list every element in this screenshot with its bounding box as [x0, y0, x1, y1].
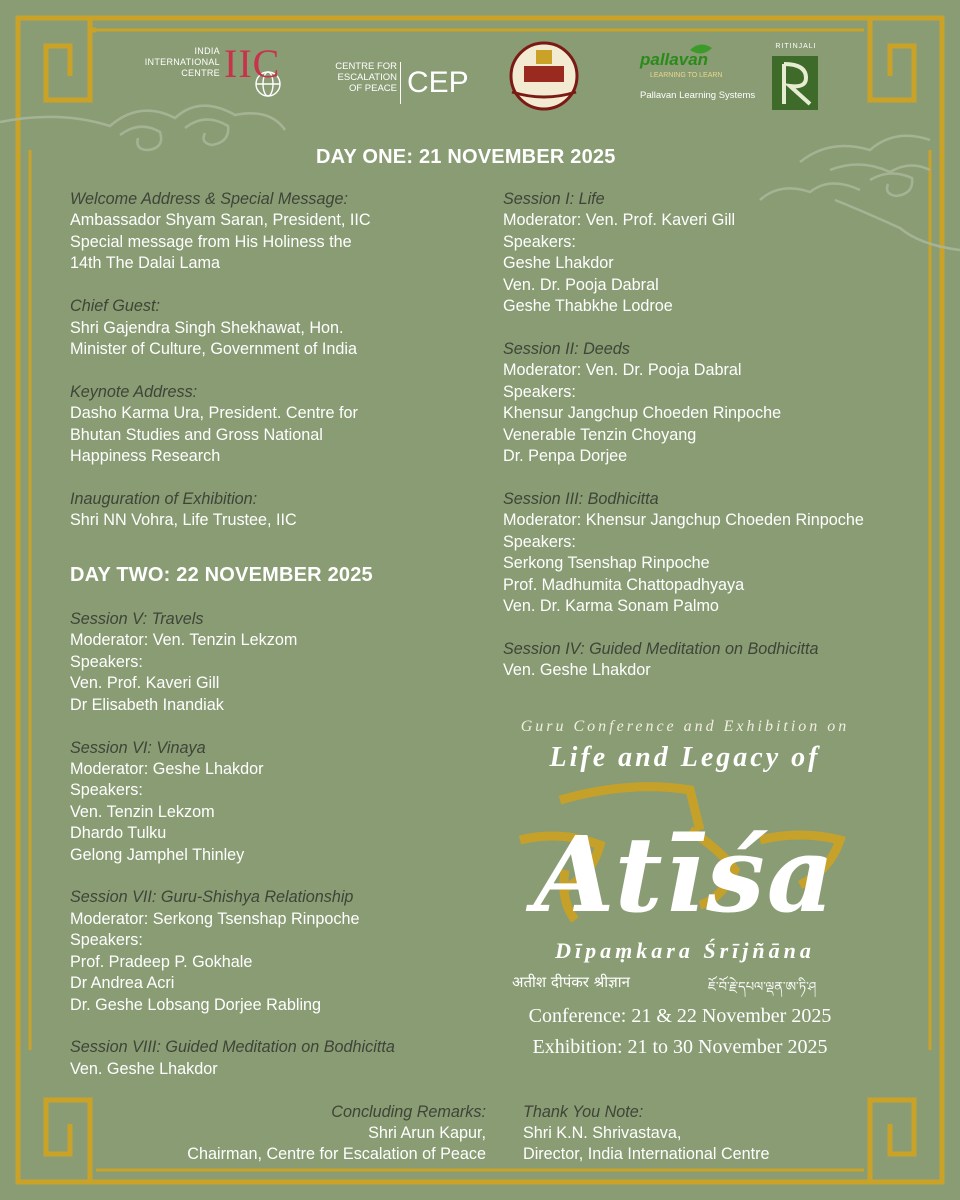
program-item — [503, 639, 923, 682]
item-title: Session IV: Guided Meditation on Bodhicitta — [503, 639, 819, 658]
item-line: Khensur Jangchup Choeden Rinpoche — [503, 404, 782, 423]
program-item — [70, 189, 490, 275]
footer-line: Shri Arun Kapur, — [368, 1124, 486, 1142]
item-line: Moderator: Ven. Prof. Kaveri Gill — [503, 211, 736, 230]
footer-title: Concluding Remarks: — [331, 1103, 486, 1121]
cep-logo-text: CENTRE FOR ESCALATION OF PEACE — [335, 61, 397, 94]
program-item — [70, 489, 490, 532]
hindi-name: अतीश दीपंकर श्रीज्ञान — [512, 973, 630, 991]
item-line: Ven. Prof. Kaveri Gill — [70, 674, 220, 693]
item-title: Session V: Travels — [70, 610, 204, 628]
program-item — [70, 296, 490, 360]
item-line: Ambassador Shyam Saran, President, IIC — [70, 211, 371, 230]
iic-logo-mark: IIC — [224, 41, 281, 86]
item-line: Speakers: — [70, 652, 143, 671]
item-line: Speakers: — [70, 781, 143, 800]
item-line: Geshe Lhakdor — [503, 254, 614, 273]
item-line: Prof. Madhumita Chattopadhyaya — [503, 575, 745, 594]
atisa-title: Atīśa — [533, 813, 837, 936]
item-line: Shri Gajendra Singh Shekhawat, Hon. — [70, 318, 344, 337]
item-line: Moderator: Ven. Tenzin Lekzom — [70, 631, 298, 650]
item-line: Ven. Geshe Lhakdor — [503, 661, 651, 680]
item-title: Session I: Life — [503, 190, 605, 208]
item-title: Welcome Address & Special Message: — [70, 190, 349, 208]
conference-dates: Conference: 21 & 22 November 2025 — [528, 1005, 832, 1027]
item-line: Happiness Research — [70, 447, 221, 466]
item-line: Ven. Dr. Karma Sonam Palmo — [503, 596, 719, 615]
item-line: Ven. Geshe Lhakdor — [70, 1059, 218, 1078]
program-item — [70, 382, 490, 468]
item-line: Dhardo Tulku — [70, 824, 167, 843]
conference-title-block — [470, 718, 900, 774]
pallavan-tagline: LEARNING TO LEARN — [650, 72, 723, 79]
footer-line: Chairman, Centre for Escalation of Peace — [187, 1145, 486, 1163]
item-line: Dr Elisabeth Inandiak — [70, 695, 224, 714]
program-item — [70, 887, 490, 1015]
item-line: Moderator: Ven. Dr. Pooja Dabral — [503, 361, 742, 380]
item-title: Session VIII: Guided Meditation on Bodhicitta — [70, 1038, 395, 1057]
item-line: Special message from His Holiness the — [70, 232, 352, 251]
item-line: Dr. Geshe Lobsang Dorjee Rabling — [70, 995, 322, 1014]
item-line: Moderator: Geshe Lhakdor — [70, 759, 264, 778]
item-line: Ven. Dr. Pooja Dabral — [503, 275, 659, 294]
ritinjali-logo — [772, 56, 818, 110]
pallavan-subtitle: Pallavan Learning Systems — [640, 90, 756, 101]
item-line: Ven. Tenzin Lekzom — [70, 802, 215, 821]
title-line-1: Guru Conference and Exhibition on — [520, 718, 850, 735]
program-item — [503, 189, 923, 317]
emblem-logo — [511, 43, 577, 109]
cep-divider — [400, 62, 401, 104]
item-line: Dasho Karma Ura, President. Centre for — [70, 404, 358, 423]
program-item — [70, 1037, 490, 1080]
item-line: Prof. Pradeep P. Gokhale — [70, 952, 253, 971]
item-line: Serkong Tsenshap Rinpoche — [503, 554, 710, 573]
day-two-column — [70, 609, 490, 1102]
day-one-heading: DAY ONE: 21 NOVEMBER 2025 — [316, 146, 616, 168]
program-item — [70, 609, 490, 716]
concluding-remarks — [100, 1102, 486, 1165]
item-line: Geshe Thabkhe Lodroe — [503, 297, 673, 316]
day-one-left-column — [70, 189, 490, 553]
program-item — [503, 339, 923, 467]
exhibition-dates: Exhibition: 21 to 30 November 2025 — [532, 1036, 828, 1058]
item-line: Minister of Culture, Government of India — [70, 339, 358, 358]
iic-logo-text: INDIA INTERNATIONAL CENTRE — [144, 46, 220, 78]
ritinjali-label: RITINJALI — [775, 43, 817, 50]
item-line: Shri NN Vohra, Life Trustee, IIC — [70, 511, 297, 530]
cloud-left-icon — [0, 106, 285, 150]
footer-title: Thank You Note: — [523, 1103, 644, 1121]
day-two-heading: DAY TWO: 22 NOVEMBER 2025 — [70, 564, 373, 586]
item-title: Session VI: Vinaya — [70, 738, 206, 757]
thank-you-note — [523, 1102, 883, 1165]
item-line: Venerable Tenzin Choyang — [503, 425, 697, 444]
item-line: Dr Andrea Acri — [70, 974, 175, 993]
item-line: 14th The Dalai Lama — [70, 254, 220, 273]
footer-line: Shri K.N. Shrivastava, — [523, 1124, 682, 1142]
item-title: Keynote Address: — [70, 382, 198, 401]
program-item — [70, 738, 490, 866]
item-line: Moderator: Khensur Jangchup Choeden Rinpoche — [503, 511, 864, 530]
item-line: Gelong Jamphel Thinley — [70, 845, 245, 864]
item-line: Speakers: — [503, 532, 576, 551]
program-item — [503, 489, 923, 617]
item-line: Moderator: Serkong Tsenshap Rinpoche — [70, 909, 360, 928]
item-title: Inauguration of Exhibition: — [70, 489, 258, 508]
item-title: Session III: Bodhicitta — [503, 489, 659, 508]
dipamkara-subtitle: Dīpaṃkara Śrījñāna — [555, 938, 815, 963]
item-title: Session II: Deeds — [503, 339, 630, 358]
cep-logo-mark: CEP — [407, 66, 469, 99]
item-title: Chief Guest: — [70, 297, 160, 316]
item-line: Speakers: — [70, 931, 143, 950]
item-line: Bhutan Studies and Gross National — [70, 425, 323, 444]
pallavan-logo-name: pallavan — [640, 50, 709, 69]
item-line: Speakers: — [503, 232, 576, 251]
tibetan-name: ཇོ་བོ་རྗེ་དཔལ་ལྡན་ཨ་ཏི་ཤ — [708, 980, 817, 995]
item-line: Speakers: — [503, 382, 576, 401]
item-line: Dr. Penpa Dorjee — [503, 446, 628, 465]
footer-line: Director, India International Centre — [523, 1145, 770, 1163]
day-one-right-column — [503, 189, 923, 703]
title-line-2: Life and Legacy of — [549, 742, 821, 773]
item-title: Session VII: Guru-Shishya Relationship — [70, 888, 354, 907]
